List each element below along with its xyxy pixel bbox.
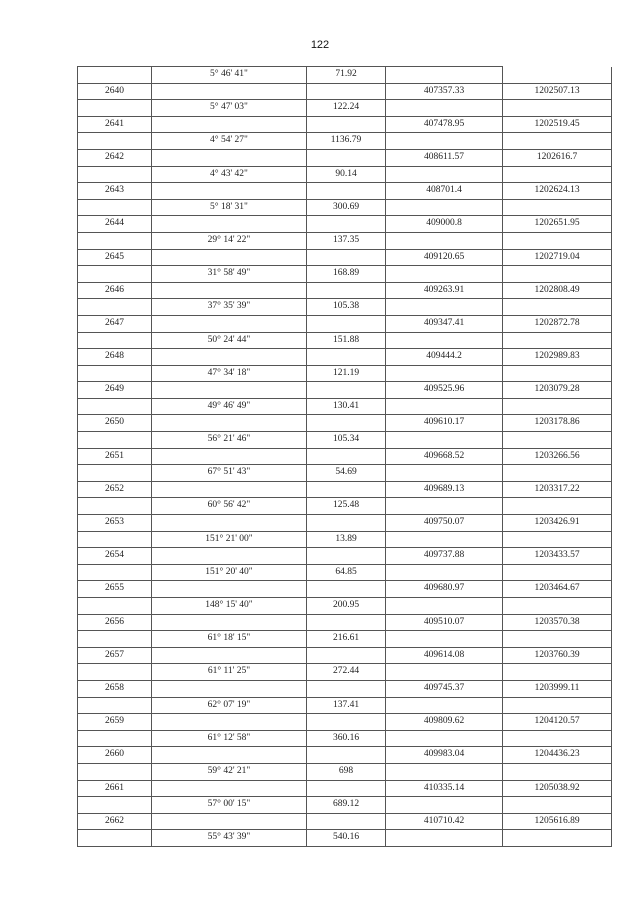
bearing-cell: 4° 54' 27" [152, 133, 307, 150]
y-coordinate-cell: 1202624.13 [503, 183, 612, 200]
empty-cell [307, 548, 386, 565]
empty-cell [386, 67, 503, 84]
empty-cell [78, 664, 152, 681]
table-row-point [78, 149, 612, 166]
y-coordinate-cell: 1203426.91 [503, 515, 612, 532]
table-row-point [78, 282, 612, 299]
empty-cell [503, 598, 612, 615]
table-row-point [78, 714, 612, 731]
empty-cell [503, 432, 612, 449]
x-coordinate-cell: 410710.42 [386, 813, 503, 830]
empty-cell [78, 67, 152, 84]
y-coordinate-cell: 1202651.95 [503, 216, 612, 233]
point-id-cell: 2650 [78, 415, 152, 432]
empty-cell [78, 365, 152, 382]
point-id-cell: 2655 [78, 581, 152, 598]
empty-cell [307, 116, 386, 133]
table-row-point [78, 448, 612, 465]
table-row-segment [78, 432, 612, 449]
y-coordinate-cell: 1203266.56 [503, 448, 612, 465]
bearing-cell: 59° 42' 21" [152, 763, 307, 780]
x-coordinate-cell: 409000.8 [386, 216, 503, 233]
empty-cell [503, 166, 612, 183]
empty-cell [78, 266, 152, 283]
distance-cell: 689.12 [307, 797, 386, 814]
empty-cell [503, 564, 612, 581]
point-id-cell: 2640 [78, 83, 152, 100]
empty-cell [307, 780, 386, 797]
empty-cell [386, 664, 503, 681]
table-row-segment [78, 498, 612, 515]
distance-cell: 13.89 [307, 531, 386, 548]
empty-cell [503, 299, 612, 316]
empty-cell [307, 647, 386, 664]
empty-cell [152, 83, 307, 100]
x-coordinate-cell: 409120.65 [386, 249, 503, 266]
x-coordinate-cell: 407357.33 [386, 83, 503, 100]
point-id-cell: 2661 [78, 780, 152, 797]
empty-cell [386, 133, 503, 150]
bearing-cell: 4° 43' 42" [152, 166, 307, 183]
empty-cell [386, 697, 503, 714]
empty-cell [386, 797, 503, 814]
empty-cell [386, 232, 503, 249]
empty-cell [152, 581, 307, 598]
bearing-cell: 61° 11' 25" [152, 664, 307, 681]
empty-cell [152, 548, 307, 565]
empty-cell [307, 349, 386, 366]
point-id-cell: 2651 [78, 448, 152, 465]
empty-cell [152, 747, 307, 764]
x-coordinate-cell: 409263.91 [386, 282, 503, 299]
empty-cell [386, 465, 503, 482]
empty-cell [78, 697, 152, 714]
table-row-segment [78, 365, 612, 382]
empty-cell [503, 199, 612, 216]
distance-cell: 540.16 [307, 830, 386, 847]
bearing-cell: 62° 07' 19" [152, 697, 307, 714]
x-coordinate-cell: 409750.07 [386, 515, 503, 532]
distance-cell: 137.35 [307, 232, 386, 249]
table-row-point [78, 349, 612, 366]
y-coordinate-cell: 1203178.86 [503, 415, 612, 432]
table-row-segment [78, 67, 612, 84]
empty-cell [152, 415, 307, 432]
empty-cell [503, 398, 612, 415]
empty-cell [307, 614, 386, 631]
bearing-cell: 56° 21' 46" [152, 432, 307, 449]
empty-cell [152, 481, 307, 498]
bearing-cell: 60° 56' 42" [152, 498, 307, 515]
bearing-cell: 5° 18' 31" [152, 199, 307, 216]
table-row-segment [78, 199, 612, 216]
empty-cell [386, 631, 503, 648]
page-number: 122 [310, 39, 330, 51]
empty-cell [386, 166, 503, 183]
distance-cell: 105.38 [307, 299, 386, 316]
coordinate-table-body [78, 67, 612, 847]
bearing-cell: 151° 20' 40" [152, 564, 307, 581]
y-coordinate-cell: 1205038.92 [503, 780, 612, 797]
bearing-cell: 67° 51' 43" [152, 465, 307, 482]
empty-cell [503, 631, 612, 648]
point-id-cell: 2646 [78, 282, 152, 299]
table-row-point [78, 747, 612, 764]
y-coordinate-cell: 1203999.11 [503, 680, 612, 697]
table-row-segment [78, 763, 612, 780]
empty-cell [503, 365, 612, 382]
point-id-cell: 2647 [78, 315, 152, 332]
empty-cell [503, 664, 612, 681]
x-coordinate-cell: 409525.96 [386, 382, 503, 399]
table-row-point [78, 83, 612, 100]
table-row-point [78, 249, 612, 266]
empty-cell [78, 199, 152, 216]
empty-cell [386, 398, 503, 415]
x-coordinate-cell: 408701.4 [386, 183, 503, 200]
empty-cell [307, 415, 386, 432]
bearing-cell: 50° 24' 44" [152, 332, 307, 349]
empty-cell [307, 448, 386, 465]
empty-cell [503, 100, 612, 117]
point-id-cell: 2648 [78, 349, 152, 366]
table-row-segment [78, 398, 612, 415]
distance-cell: 71.92 [307, 67, 386, 84]
bearing-cell: 148° 15' 40" [152, 598, 307, 615]
empty-cell [307, 680, 386, 697]
distance-cell: 300.69 [307, 199, 386, 216]
empty-cell [503, 531, 612, 548]
y-coordinate-cell: 1202507.13 [503, 83, 612, 100]
empty-cell [386, 266, 503, 283]
y-coordinate-cell: 1202872.78 [503, 315, 612, 332]
table-row-point [78, 614, 612, 631]
distance-cell: 168.89 [307, 266, 386, 283]
distance-cell: 125.48 [307, 498, 386, 515]
empty-cell [503, 133, 612, 150]
y-coordinate-cell: 1203570.38 [503, 614, 612, 631]
empty-cell [307, 216, 386, 233]
x-coordinate-cell: 409983.04 [386, 747, 503, 764]
empty-cell [386, 498, 503, 515]
empty-cell [503, 730, 612, 747]
x-coordinate-cell: 410335.14 [386, 780, 503, 797]
point-id-cell: 2657 [78, 647, 152, 664]
table-row-point [78, 647, 612, 664]
distance-cell: 200.95 [307, 598, 386, 615]
empty-cell [386, 730, 503, 747]
empty-cell [78, 133, 152, 150]
distance-cell: 1136.79 [307, 133, 386, 150]
empty-cell [503, 465, 612, 482]
distance-cell: 216.61 [307, 631, 386, 648]
x-coordinate-cell: 409610.17 [386, 415, 503, 432]
distance-cell: 151.88 [307, 332, 386, 349]
table-row-point [78, 382, 612, 399]
distance-cell: 121.19 [307, 365, 386, 382]
table-row-segment [78, 830, 612, 847]
table-row-segment [78, 232, 612, 249]
empty-cell [78, 598, 152, 615]
y-coordinate-cell: 1203433.57 [503, 548, 612, 565]
empty-cell [78, 332, 152, 349]
empty-cell [307, 747, 386, 764]
empty-cell [152, 780, 307, 797]
point-id-cell: 2658 [78, 680, 152, 697]
empty-cell [386, 199, 503, 216]
table-row-segment [78, 598, 612, 615]
empty-cell [152, 216, 307, 233]
empty-cell [503, 266, 612, 283]
x-coordinate-cell: 408611.57 [386, 149, 503, 166]
empty-cell [386, 332, 503, 349]
empty-cell [78, 232, 152, 249]
empty-cell [152, 349, 307, 366]
bearing-cell: 151° 21' 00" [152, 531, 307, 548]
distance-cell: 272.44 [307, 664, 386, 681]
bearing-cell: 61° 12' 58" [152, 730, 307, 747]
distance-cell: 137.41 [307, 697, 386, 714]
empty-cell [307, 382, 386, 399]
y-coordinate-cell: 1203760.39 [503, 647, 612, 664]
empty-cell [503, 498, 612, 515]
empty-cell [307, 83, 386, 100]
table-row-segment [78, 730, 612, 747]
empty-cell [386, 763, 503, 780]
table-row-point [78, 680, 612, 697]
empty-cell [78, 531, 152, 548]
empty-cell [307, 581, 386, 598]
empty-cell [386, 365, 503, 382]
table-row-point [78, 315, 612, 332]
empty-cell [307, 183, 386, 200]
empty-cell [503, 697, 612, 714]
empty-cell [78, 564, 152, 581]
x-coordinate-cell: 409510.07 [386, 614, 503, 631]
bearing-cell: 5° 47' 03" [152, 100, 307, 117]
y-coordinate-cell: 1204436.23 [503, 747, 612, 764]
point-id-cell: 2660 [78, 747, 152, 764]
point-id-cell: 2654 [78, 548, 152, 565]
point-id-cell: 2656 [78, 614, 152, 631]
x-coordinate-cell: 409444.2 [386, 349, 503, 366]
x-coordinate-cell: 409347.41 [386, 315, 503, 332]
table-row-point [78, 216, 612, 233]
empty-cell [386, 830, 503, 847]
empty-cell [386, 432, 503, 449]
table-row-segment [78, 100, 612, 117]
table-row-point [78, 415, 612, 432]
empty-cell [78, 797, 152, 814]
empty-cell [307, 515, 386, 532]
empty-cell [152, 448, 307, 465]
empty-cell [78, 166, 152, 183]
table-row-segment [78, 697, 612, 714]
point-id-cell: 2653 [78, 515, 152, 532]
point-id-cell: 2662 [78, 813, 152, 830]
empty-cell [78, 830, 152, 847]
y-coordinate-cell: 1205616.89 [503, 813, 612, 830]
table-row-segment [78, 631, 612, 648]
empty-cell [307, 481, 386, 498]
point-id-cell: 2652 [78, 481, 152, 498]
point-id-cell: 2643 [78, 183, 152, 200]
empty-cell [307, 714, 386, 731]
empty-cell [78, 100, 152, 117]
table-row-point [78, 481, 612, 498]
empty-cell [503, 763, 612, 780]
bearing-cell: 49° 46' 49" [152, 398, 307, 415]
empty-cell [78, 498, 152, 515]
y-coordinate-cell: 1202616.7 [503, 149, 612, 166]
y-coordinate-cell: 1203317.22 [503, 481, 612, 498]
point-id-cell: 2649 [78, 382, 152, 399]
empty-cell [503, 332, 612, 349]
y-coordinate-cell: 1202719.04 [503, 249, 612, 266]
x-coordinate-cell: 409745.37 [386, 680, 503, 697]
point-id-cell: 2641 [78, 116, 152, 133]
bearing-cell: 55° 43' 39" [152, 830, 307, 847]
empty-cell [307, 813, 386, 830]
empty-cell [503, 232, 612, 249]
empty-cell [307, 282, 386, 299]
table-row-segment [78, 332, 612, 349]
distance-cell: 90.14 [307, 166, 386, 183]
x-coordinate-cell: 409809.62 [386, 714, 503, 731]
empty-cell [152, 515, 307, 532]
empty-cell [386, 564, 503, 581]
empty-cell [503, 67, 612, 84]
empty-cell [152, 647, 307, 664]
distance-cell: 130.41 [307, 398, 386, 415]
distance-cell: 698 [307, 763, 386, 780]
y-coordinate-cell: 1203464.67 [503, 581, 612, 598]
table-row-segment [78, 133, 612, 150]
point-id-cell: 2645 [78, 249, 152, 266]
table-row-point [78, 581, 612, 598]
table-row-segment [78, 166, 612, 183]
table-row-point [78, 183, 612, 200]
empty-cell [78, 398, 152, 415]
y-coordinate-cell: 1202989.83 [503, 349, 612, 366]
empty-cell [386, 531, 503, 548]
empty-cell [152, 614, 307, 631]
table-row-segment [78, 664, 612, 681]
empty-cell [152, 183, 307, 200]
empty-cell [78, 299, 152, 316]
empty-cell [386, 100, 503, 117]
empty-cell [152, 116, 307, 133]
y-coordinate-cell: 1202519.45 [503, 116, 612, 133]
empty-cell [152, 813, 307, 830]
y-coordinate-cell: 1203079.28 [503, 382, 612, 399]
empty-cell [78, 465, 152, 482]
empty-cell [386, 299, 503, 316]
table-row-segment [78, 564, 612, 581]
point-id-cell: 2642 [78, 149, 152, 166]
table-row-segment [78, 266, 612, 283]
empty-cell [307, 315, 386, 332]
x-coordinate-cell: 407478.95 [386, 116, 503, 133]
empty-cell [78, 631, 152, 648]
empty-cell [152, 315, 307, 332]
empty-cell [503, 830, 612, 847]
x-coordinate-cell: 409668.52 [386, 448, 503, 465]
bearing-cell: 31° 58' 49" [152, 266, 307, 283]
distance-cell: 360.16 [307, 730, 386, 747]
point-id-cell: 2659 [78, 714, 152, 731]
bearing-cell: 37° 35' 39" [152, 299, 307, 316]
distance-cell: 64.85 [307, 564, 386, 581]
x-coordinate-cell: 409680.97 [386, 581, 503, 598]
table-row-segment [78, 531, 612, 548]
bearing-cell: 61° 18' 15" [152, 631, 307, 648]
table-row-point [78, 780, 612, 797]
empty-cell [152, 382, 307, 399]
table-row-segment [78, 299, 612, 316]
empty-cell [307, 149, 386, 166]
table-row-point [78, 813, 612, 830]
bearing-cell: 29° 14' 22" [152, 232, 307, 249]
table-row-point [78, 116, 612, 133]
empty-cell [152, 149, 307, 166]
x-coordinate-cell: 409737.88 [386, 548, 503, 565]
empty-cell [307, 249, 386, 266]
empty-cell [386, 598, 503, 615]
empty-cell [78, 432, 152, 449]
y-coordinate-cell: 1202808.49 [503, 282, 612, 299]
empty-cell [152, 282, 307, 299]
empty-cell [503, 797, 612, 814]
y-coordinate-cell: 1204120.57 [503, 714, 612, 731]
table-row-segment [78, 465, 612, 482]
empty-cell [152, 249, 307, 266]
x-coordinate-cell: 409689.13 [386, 481, 503, 498]
table-row-point [78, 515, 612, 532]
empty-cell [152, 680, 307, 697]
x-coordinate-cell: 409614.08 [386, 647, 503, 664]
empty-cell [152, 714, 307, 731]
distance-cell: 122.24 [307, 100, 386, 117]
distance-cell: 54.69 [307, 465, 386, 482]
bearing-cell: 5° 46' 41" [152, 67, 307, 84]
empty-cell [78, 763, 152, 780]
empty-cell [78, 730, 152, 747]
bearing-cell: 57° 00' 15" [152, 797, 307, 814]
coordinate-table [77, 66, 612, 847]
point-id-cell: 2644 [78, 216, 152, 233]
bearing-cell: 47° 34' 18" [152, 365, 307, 382]
table-row-point [78, 548, 612, 565]
table-row-segment [78, 797, 612, 814]
distance-cell: 105.34 [307, 432, 386, 449]
